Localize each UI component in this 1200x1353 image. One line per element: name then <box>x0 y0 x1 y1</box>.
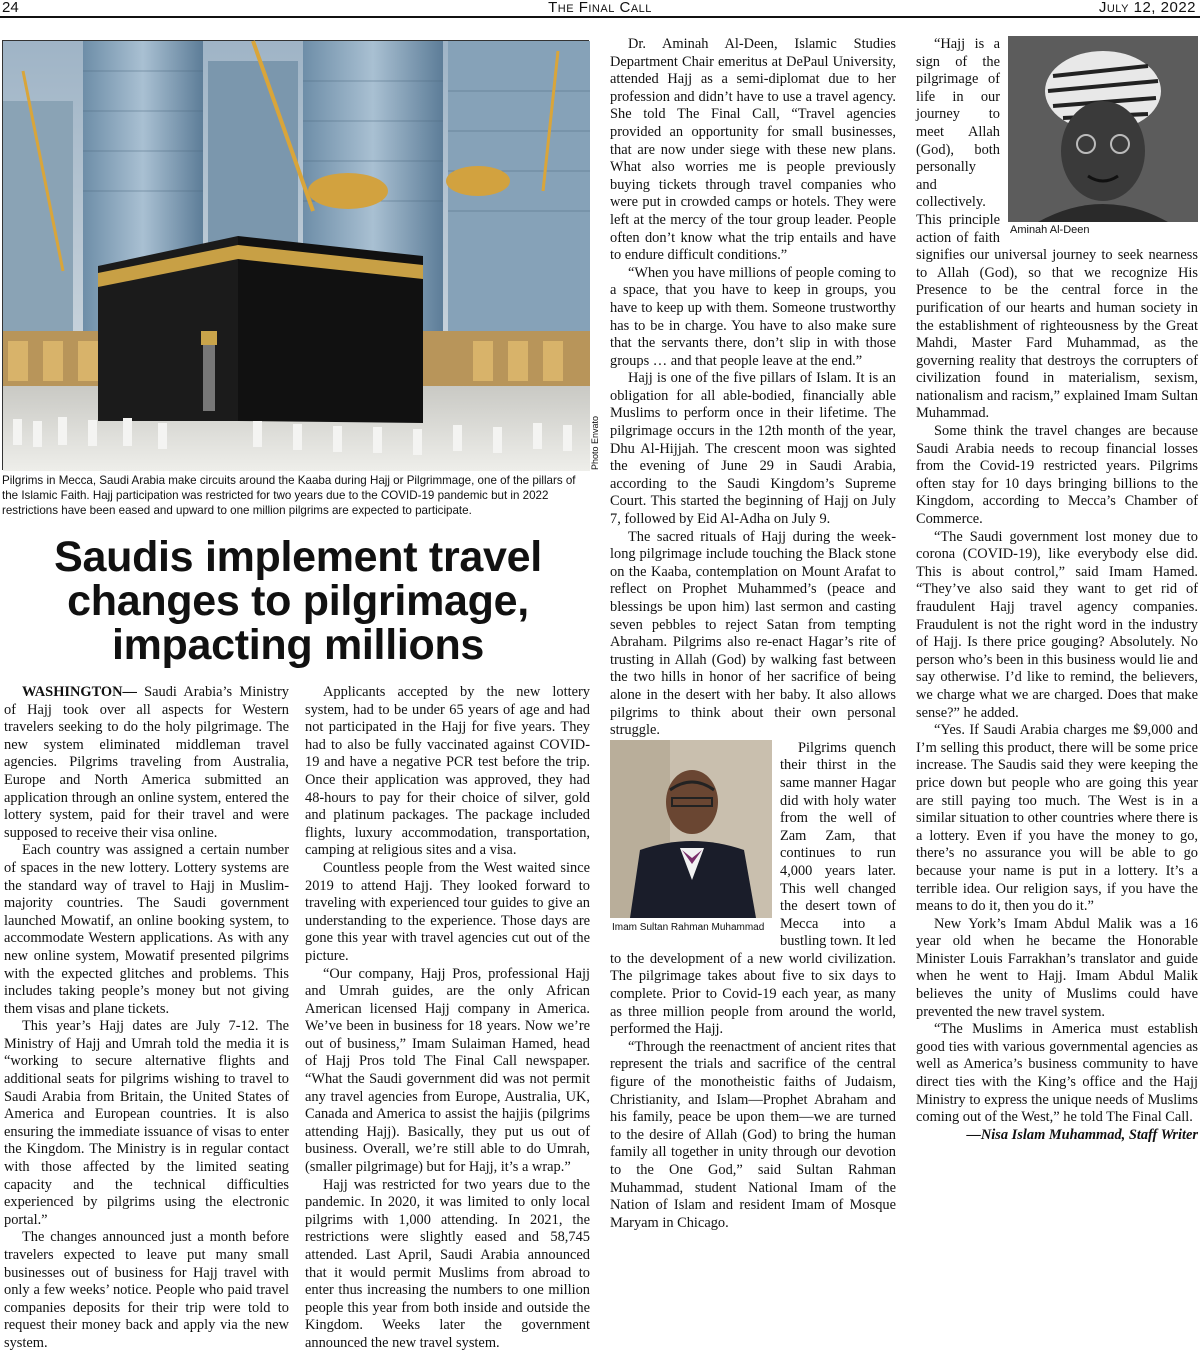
paragraph: Applicants accepted by the new lottery system, had to be under 65 years of age and had not participated in the Hajj for five years. They had to also be fully vaccinated against COVID-19 and have a negative PCR test before the trip. Once their application was approved, they had 48-hours to pay for their choice of silver, gold and platinum packages. The package included flights, luxury accommodation, transportation, camping at religious sites and a visa. <box>305 684 590 859</box>
byline: —Nisa Islam Muhammad, Staff Writer <box>966 1126 1198 1143</box>
paragraph: “Through the reenactment of ancient rites that represent the trials and sacrifice of the central figure of the monotheistic faiths of Judaism, Christianity, and Islam—Prophet Abraham and his family, peace be upon them—we are turned to the desire of Allah (God) to bring the human family all together in unity through our devotion to the One God,” said Sultan Rahman Muhammad, student National Imam of the Nation of Islam and resident Imam of Mosque Maryam in Chicago. <box>610 1038 896 1231</box>
paragraph: “When you have millions of people coming to a space, that you have to keep in groups, you have to keep up with them. Someone trustworthy has to be in charge. You have to also make sure that the servants there, don’t slip in with those groups … and that people leave at the end.” <box>610 264 896 369</box>
photo-credit: Photo Envato <box>590 415 600 470</box>
dateline: WASHINGTON— <box>22 684 137 700</box>
paragraph: Hajj is one of the five pillars of Islam. It is an obligation for all able-bodied, financially able Muslims to perform once in their lifetime. The pilgrimage occurs in the 12th month of the year, Dhu Al-Hijjah. The crescent moon was sighted the evening of June 29 in Saudi Arabia, according to the Saudi Kingdom’s Supreme Court. This started the beginning of Hajj on July 7, followed by Eid Al-Adha on July 9. <box>610 370 896 528</box>
aminah-al-deen-photo <box>1008 36 1198 222</box>
aminah-caption: Aminah Al-Deen <box>1010 224 1090 236</box>
paragraph: The sacred rituals of Hajj during the week-long pilgrimage include touching the Black stone on the Kaaba, contemplation on Mount Arafat to reflect on Prophet Muhammed’s (peace and blessings be upon him) last sermon and casting seven pebbles to reject Satan from tempting Abraham. Pilgrims also re-enact Hagar’s rite of trusting in Allah (God) by walking fast between the two hills in honor of her sacrifice of being alone in the desert with her baby. It also allows pilgrims to think about their own personal struggle. <box>610 528 896 739</box>
paragraph: Hajj was restricted for two years due to the pandemic. In 2020, it was limited to only local pilgrims with 1,000 attending. In 2021, the restrictions were slightly eased and 58,745 attended. Last April, Saudi Arabia announced that it would permit Muslims from abroad to enter thus increasing the numbers to one million people this year from both inside and outside the Kingdom. Weeks later the government announced the new travel system. <box>305 1176 590 1351</box>
paragraph: Saudi Arabia’s Ministry of Hajj took over all aspects for Western travelers seeking to do the holy pilgrimage. The new system eliminated middleman travel agencies. Pilgrims traveling from Australia, Europe and North America submitted an application through an online system, entered the lottery system, paid for their travel and were supposed to receive their visa online. <box>4 684 289 841</box>
paragraph: “The Saudi government lost money due to corona (COVID-19), like everybody else did. This is about control,” said Imam Hamed. “They’ve also said they want to get rid of fraudulent Hajj travel agency companies. Fraudulent is not the right word in the industry of Hajj. Is there price gouging? Absolutely. No person who’s been in this business would lie and say otherwise. I’d like to remind, the believers, we charge what we are charged. Does that make sense?” he added. <box>916 528 1198 721</box>
paragraph: “The Muslims in America must establish good ties with various governmental agencies as well as America’s business community to have direct ties with the King’s office and the Hajj Ministry to express the unique needs of Muslims coming out of the West,” he told The Final Call. <box>916 1021 1198 1126</box>
paragraph: New York’s Imam Abdul Malik was a 16 year old when he became the Honorable Minister Louis Farrakhan’s translator and guide when he went to Hajj. Imam Abdul Malik believes the unity of Muslims could have prevented the new travel system. <box>916 915 1198 1020</box>
paragraph: Each country was assigned a certain number of spaces in the new lottery. Lottery systems are the standard way of travel to Hajj in Muslim-majority countries. The Saudi government launched Mowatif, an online booking system, to accommodate Western applications. As with any new online system, Mowatif presented pilgrims with the expected glitches and problems. This includes taking people’s money but not giving them visas and plane tickets. <box>4 842 289 1017</box>
photo-caption: Pilgrims in Mecca, Saudi Arabia make circuits around the Kaaba during Hajj or Pilgrimmage, one of the pillars of the Islamic Faith. Hajj participation was restricted for two years due to the COVID-19 pandemic but in 2022 restrictions have been eased and upward to one million pilgrims are expected to participate. <box>2 474 576 517</box>
headline: Saudis implement travel changes to pilgrimage, impacting millions <box>54 533 542 669</box>
article-column-1 <box>4 684 289 1351</box>
imam-caption: Imam Sultan Rahman Muhammad <box>612 921 765 933</box>
page-header <box>0 0 1200 18</box>
paragraph: Pilgrims quench their thirst in the same manner Hagar did with holy water from the well of Zam Zam, that continues to run 4,000 years later. This well changed the desert town of Mecca into a bustling town. It led to the development of a new world civilization. The pilgrimage takes about five to six days to complete. Prior to Covid-19 each year, as many as three million people from around the world, performed the Hajj. <box>610 739 896 1038</box>
page-number: 24 <box>2 0 19 16</box>
paragraph: Countless people from the West waited since 2019 to attend Hajj. They looked forward to traveling with experienced tour guides to give an understanding to the experience. Those days are gone this year with travel agencies cut out of the picture. <box>305 859 590 964</box>
article-column-4 <box>916 36 1198 1298</box>
imam-sultan-photo <box>610 740 772 918</box>
paragraph: “Our company, Hajj Pros, professional Hajj and Umrah guides, are the only African American licensed Hajj company in America. We’ve been in business for 18 years. Now we’re out of business,” Imam Sulaiman Hamed, head of Hajj Pros told The Final Call newspaper. “What the Saudi government did was not permit any travel agencies from Europe, Australia, UK, Canada and America to assist the hajjis (pilgrims attending Hajj). Basically, they put us out of business. Overall, we’re still able to do Umrah, (smaller pilgrimage) but for Hajj, it’s a wrap.” <box>305 965 590 1176</box>
article-column-3 <box>610 36 896 1298</box>
paragraph: This year’s Hajj dates are July 7-12. The Ministry of Hajj and Umrah told the media it is “working to secure alternative flights and additional seats for pilgrims wishing to travel to Saudi Arabia from Britain, the United States of America and European countries. It is also ensuring the immediate issuance of visas to enter the Kingdom. The Ministry is in regular contact with those affected by the limited seating capacity and the technical difficulties experienced by pilgrims using the electronic portal.” <box>4 1018 289 1228</box>
paragraph: Dr. Aminah Al-Deen, Islamic Studies Department Chair emeritus at DePaul University, attended Hajj as a semi-diplomat due to her profession and didn’t have to use a travel agency. She told The Final Call, “Travel agencies provided an opportunity for small businesses, that are now under siege with these new plans. What also worries me is people previously buying tickets through travel companies who were put in crowded camps or hotels. They were left at the mercy of the tour group leader. People often don’t know what the trip entails and have to endure difficult conditions.” <box>610 36 896 264</box>
issue-date: July 12, 2022 <box>1098 0 1196 16</box>
paragraph: “Hajj is a sign of the pilgrimage of life in our journey to meet Allah (God), both personally and collectively. This principle action of faith signifies our universal journey to seek nearness to Allah (God), so that we recognize His Presence to be the central force in the purification of our hearts and human society in the establishment of righteousness by the Great Mahdi, Master Fard Muhammad, as the governing reality that destroys the corrupters of civilization found in materialism, sexism, nationalism and racism,” explained Imam Sultan Muhammad. <box>916 36 1198 422</box>
paragraph: “Yes. If Saudi Arabia charges me $9,000 and I’m selling this product, there will be some price increase. The Saudis said they were keeping the price down but people who are going this year are still paying too much. The West is in a similar situation to other countries where there is a lottery. Even if you have the money to go, there’s no assurance you will be able to go because your name is put in a lottery. It’s a terrible idea. Our religion says, if you have the means to do it, then you do it.” <box>916 722 1198 915</box>
paragraph: Some think the travel changes are because Saudi Arabia needs to recoup financial losses from the Covid-19 restricted years. Pilgrims often stay for 10 days bringing billions to the Kingdom, according to Mecca’s Chamber of Commerce. <box>916 423 1198 528</box>
kaaba-photo <box>2 40 589 470</box>
article-column-2 <box>305 684 590 1351</box>
aminah-photo-figure <box>1008 36 1198 239</box>
imam-photo-figure <box>610 740 772 940</box>
masthead: The Final Call <box>548 0 652 16</box>
paragraph: The changes announced just a month before travelers expected to leave put many small businesses out of business for Hajj travel with only a few weeks’ notice. People who paid travel companies deposits for their trip were told to request their money back and apply via the new system. <box>4 1229 289 1351</box>
